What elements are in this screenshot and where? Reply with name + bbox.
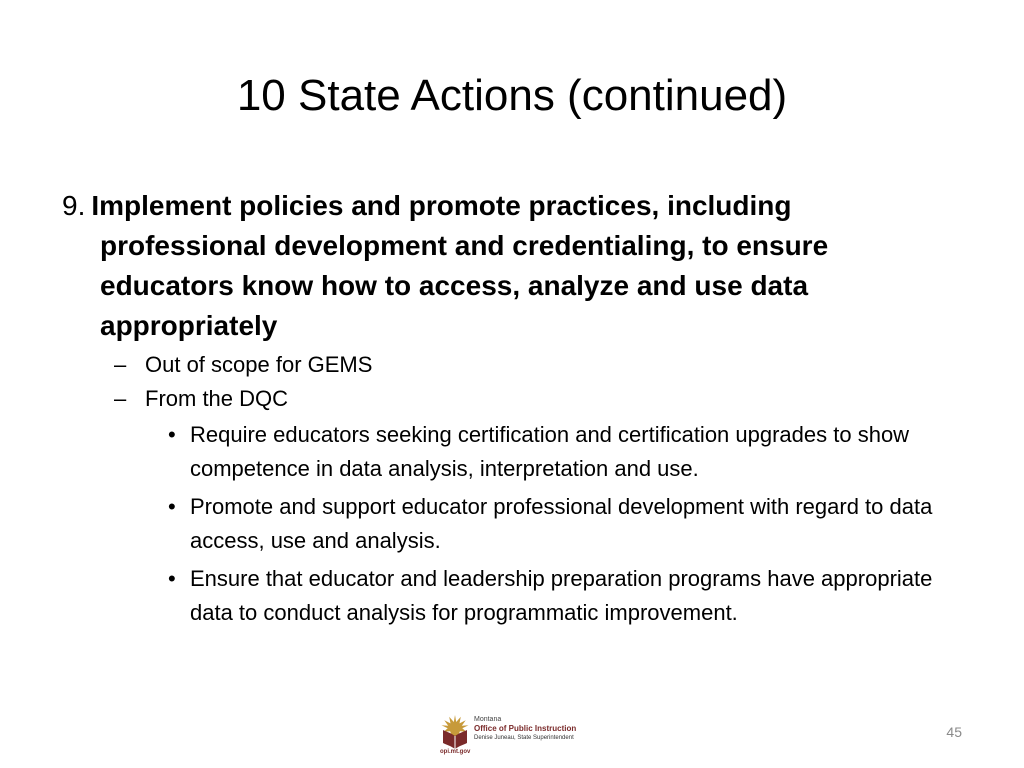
main-item-text: Implement policies and promote practices, including professional development and credentialing, to ensure educators know how to access, analyze and use data appropriately [91, 190, 829, 341]
opi-logo [440, 712, 580, 756]
logo-url: opi.mt.gov [440, 749, 471, 755]
dash-marker: – [114, 386, 127, 411]
main-item [62, 186, 900, 346]
logo-org: Office of Public Instruction [474, 724, 577, 733]
page-number: 45 [946, 724, 962, 740]
slide-content [62, 186, 962, 630]
sub-item-text: From the DQC [145, 386, 289, 411]
bullet-text: Ensure that educator and leadership preparation programs have appropriate data to conduct analysis for programmatic improvement. [190, 566, 933, 625]
bullet-item [62, 490, 960, 558]
sub-item-text: Out of scope for GEMS [145, 352, 373, 377]
bullet-text: Require educators seeking certification and certification upgrades to show competence in data analysis, interpretation and use. [190, 422, 910, 481]
bullet-marker: • [168, 566, 176, 591]
logo-state: Montana [474, 716, 502, 723]
bullet-marker: • [168, 422, 176, 447]
logo-text [474, 716, 584, 742]
dash-marker: – [114, 352, 127, 377]
bullet-marker: • [168, 494, 176, 519]
sub-item [62, 350, 962, 380]
bullet-text: Promote and support educator professional development with regard to data access, use and analysis. [190, 494, 933, 553]
sub-item [62, 384, 962, 414]
logo-sub: Denise Juneau, State Superintendent [474, 735, 574, 741]
bullet-item [62, 418, 960, 486]
main-item-number: 9. [62, 190, 86, 221]
slide-title: 10 State Actions (continued) [236, 71, 788, 120]
bullet-item [62, 562, 960, 630]
